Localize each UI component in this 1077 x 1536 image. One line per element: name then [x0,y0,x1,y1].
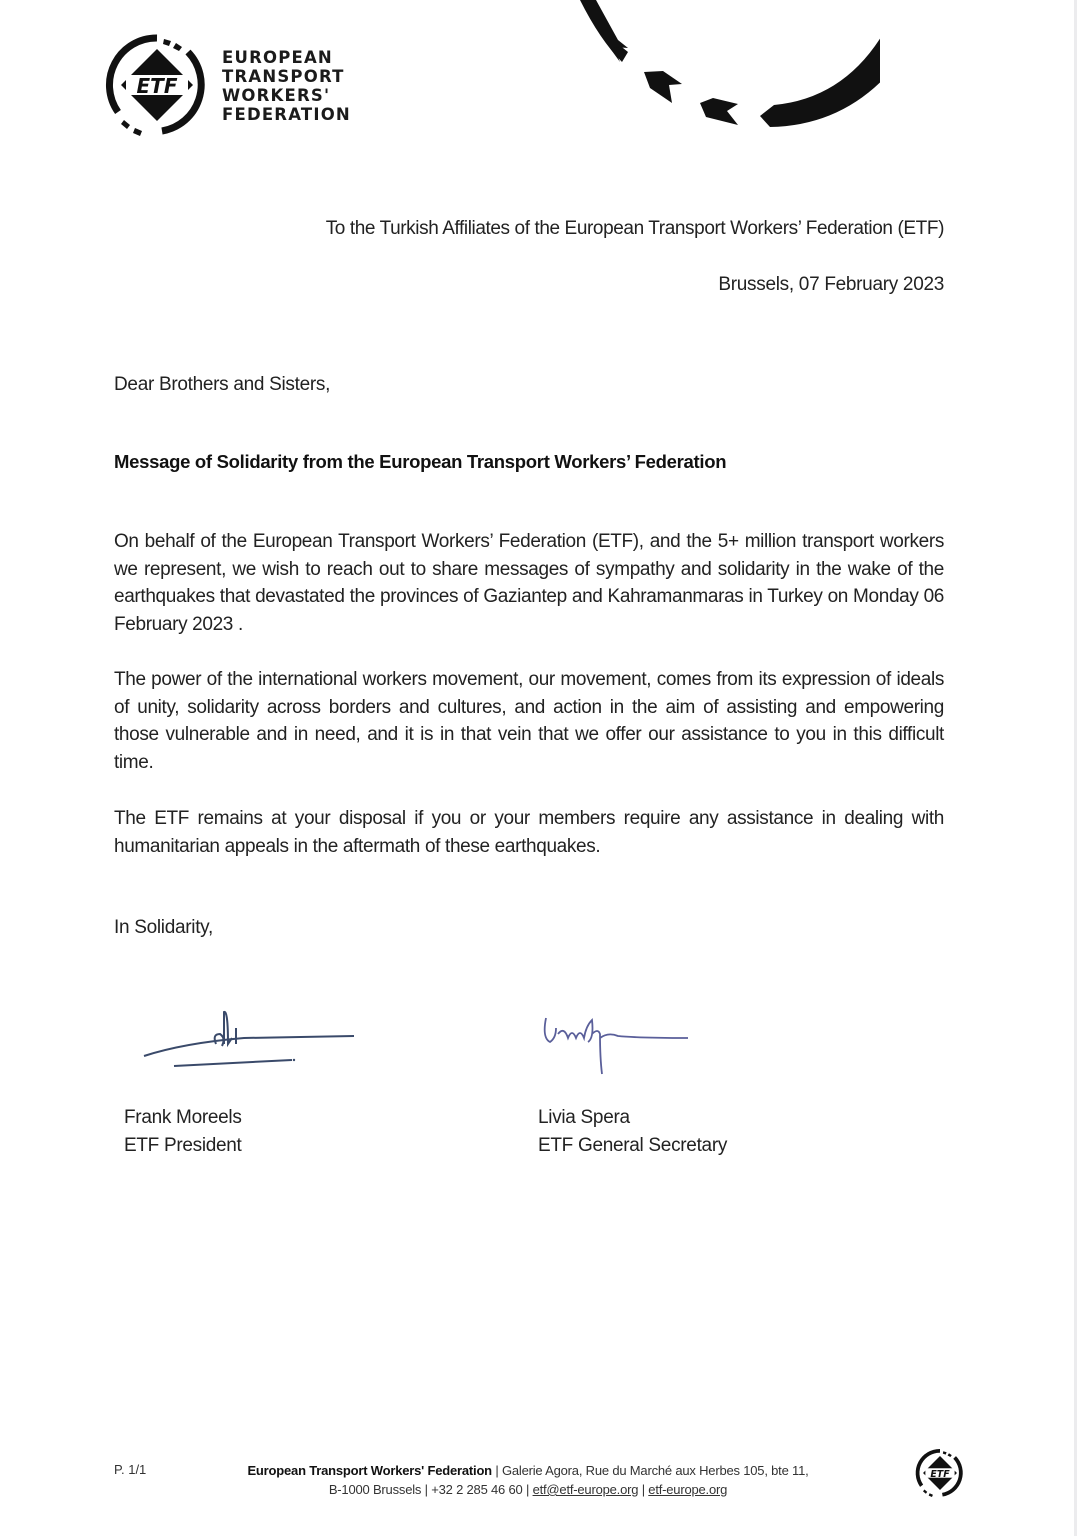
footer-org-name: European Transport Workers' Federation [247,1463,492,1478]
signature-icon [538,998,778,1078]
salutation: Dear Brothers and Sisters, [114,374,331,395]
signatory-name: Livia Spera [538,1107,630,1128]
footer-line-1 [222,1461,834,1480]
page-number: P. 1/1 [114,1462,147,1477]
signatory-name: Frank Moreels [124,1107,242,1128]
etf-emblem-icon [104,32,210,138]
body-paragraph: On behalf of the European Transport Workers’ Federation (ETF), and the 5+ million transport workers we represent, we wish to reach out to share messages of sympathy and solidarity in the wake of the earthquakes that devastated the provinces of Gaziantep and Kahramanmaras in Turkey on Monday 06 February 2023 . [114,531,944,635]
footer-separator: | [638,1482,649,1497]
logo-line: EUROPEAN [222,48,333,67]
closing: In Solidarity, [114,917,213,938]
footer-website-link[interactable]: etf-europe.org [648,1482,728,1497]
footer-address-line1: | Galerie Agora, Rue du Marché aux Herbes 105, bte 11, [491,1463,809,1478]
signatory-role: ETF President [124,1135,242,1156]
logo-line: WORKERS' [222,86,331,105]
svg-text:ETF: ETF [930,1468,950,1480]
decorative-arc-icon [560,0,880,135]
etf-emblem-small-icon [915,1448,965,1498]
logo-wordmark [222,48,351,124]
place-date: Brussels, 07 February 2023 [718,274,944,295]
footer-email-link[interactable]: etf@etf-europe.org [532,1482,639,1497]
signatory-role: ETF General Secretary [538,1135,728,1156]
logo-line: FEDERATION [222,105,351,124]
signature-icon [124,998,364,1078]
addressee-line: To the Turkish Affiliates of the European Transport Workers’ Federation (ETF) [325,218,944,239]
subject-heading: Message of Solidarity from the European Transport Workers’ Federation [114,451,727,472]
body-paragraph: The ETF remains at your disposal if you or your members require any assistance in dealing with humanitarian appeals in the aftermath of these earthquakes. [114,808,944,857]
svg-text:ETF: ETF [136,74,178,98]
signature-block-secretary [538,998,778,1160]
signature-block-president [124,998,364,1160]
logo-line: TRANSPORT [222,67,345,86]
etf-logo [104,28,364,143]
body-paragraph: The power of the international workers movement, our movement, comes from its expression of ideals of unity, solidarity across borders and cultures, and action in the aim of assisting and empowering those vulnerable and in need, and it is in that vein that we offer our assistance to you in this difficult time. [114,669,944,773]
footer-address [222,1461,834,1499]
footer-line-2 [222,1480,834,1499]
footer-address-line2: B-1000 Brussels | +32 2 285 46 60 | [328,1482,533,1497]
